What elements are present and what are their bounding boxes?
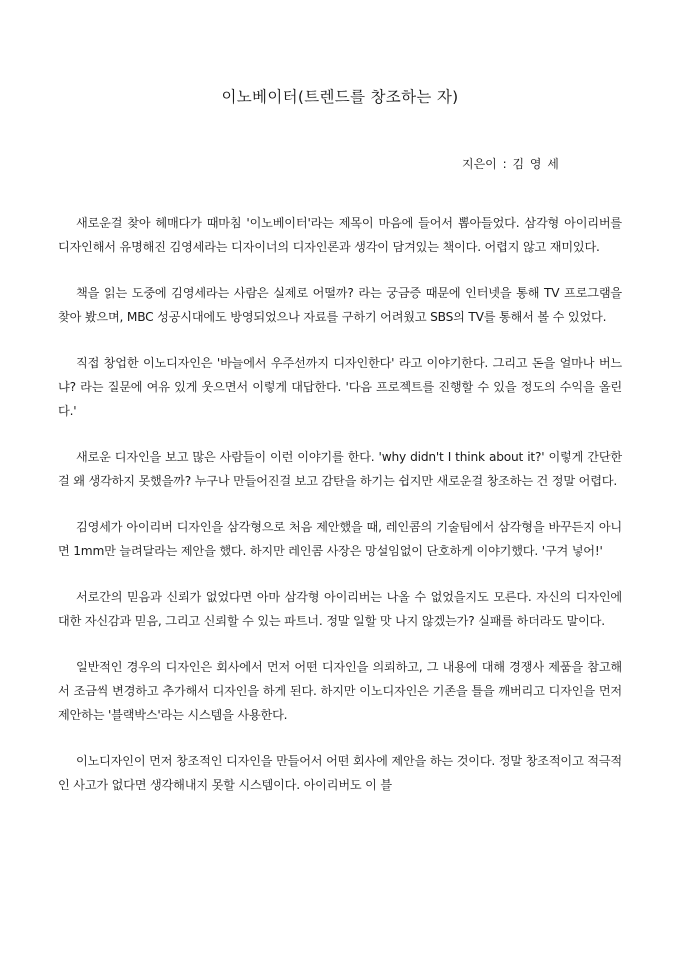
paragraph: 서로간의 믿음과 신뢰가 없었다면 아마 삼각형 아이리버는 나올 수 없었을지도 모른다. 자신의 디자인에 대한 자신감과 믿음, 그리고 신뢰할 수 있는 파트너. 정말 일할 맛 나지 않겠는가? 실패를 하더라도 말이다.: [58, 590, 622, 628]
paragraph: 이노디자인이 먼저 창조적인 디자인을 만들어서 어떤 회사에 제안을 하는 것이다. 정말 창조적이고 적극적인 사고가 없다면 생각해내지 못할 시스템이다. 아이리버도 이 블: [58, 754, 622, 792]
paragraph: 새로운 디자인을 보고 많은 사람들이 이런 이야기를 한다. 'why didn't I think about it?' 이렇게 간단한걸 왜 생각하지 못했을까? 누구나 만들어진걸 보고 감탄을 하기는 쉽지만 새로운걸 창조하는 건 정말 어렵다.: [58, 450, 622, 488]
paragraph: 책을 읽는 도중에 김영세라는 사람은 실제로 어떨까? 라는 궁금증 때문에 인터넷을 통해 TV 프로그램을 찾아 봤으며, MBC 성공시대에도 방영되었으나 자료를 구하기 어려웠고 SBS의 TV를 통해서 볼 수 있었다.: [58, 286, 622, 324]
paragraph: 직접 창업한 이노디자인은 '바늘에서 우주선까지 디자인한다' 라고 이야기한다. 그리고 돈을 얼마나 버느냐? 라는 질문에 여유 있게 웃으면서 이렇게 대답한다. '다음 프로젝트를 진행할 수 있을 정도의 수익을 올린다.': [58, 356, 622, 418]
author-line: 지은이 : 김 영 세: [462, 157, 559, 171]
document-body: [58, 211, 622, 819]
paragraph: 일반적인 경우의 디자인은 회사에서 먼저 어떤 디자인을 의뢰하고, 그 내용에 대해 경쟁사 제품을 참고해서 조금씩 변경하고 추가해서 디자인을 하게 된다. 하지만 이노디자인은 기존을 틀을 깨버리고 디자인을 먼저 제안하는 '블랙박스'라는 시스템을 사용한다.: [58, 660, 622, 722]
paragraph: 김영세가 아이리버 디자인을 삼각형으로 처음 제안했을 때, 레인콤의 기술팀에서 삼각형을 바꾸든지 아니면 1mm만 늘려달라는 제안을 했다. 하지만 레인콤 사장은 망설임없이 단호하게 이야기했다. '구겨 넣어!': [58, 520, 622, 558]
document-title: 이노베이터(트렌드를 창조하는 자): [221, 88, 459, 106]
paragraph: 새로운걸 찾아 헤매다가 때마침 '이노베이터'라는 제목이 마음에 들어서 뽑아들었다. 삼각형 아이리버를 디자인해서 유명해진 김영세라는 디자이너의 디자인론과 생각이 담겨있는 책이다. 어렵지 않고 재미있다.: [58, 216, 622, 254]
